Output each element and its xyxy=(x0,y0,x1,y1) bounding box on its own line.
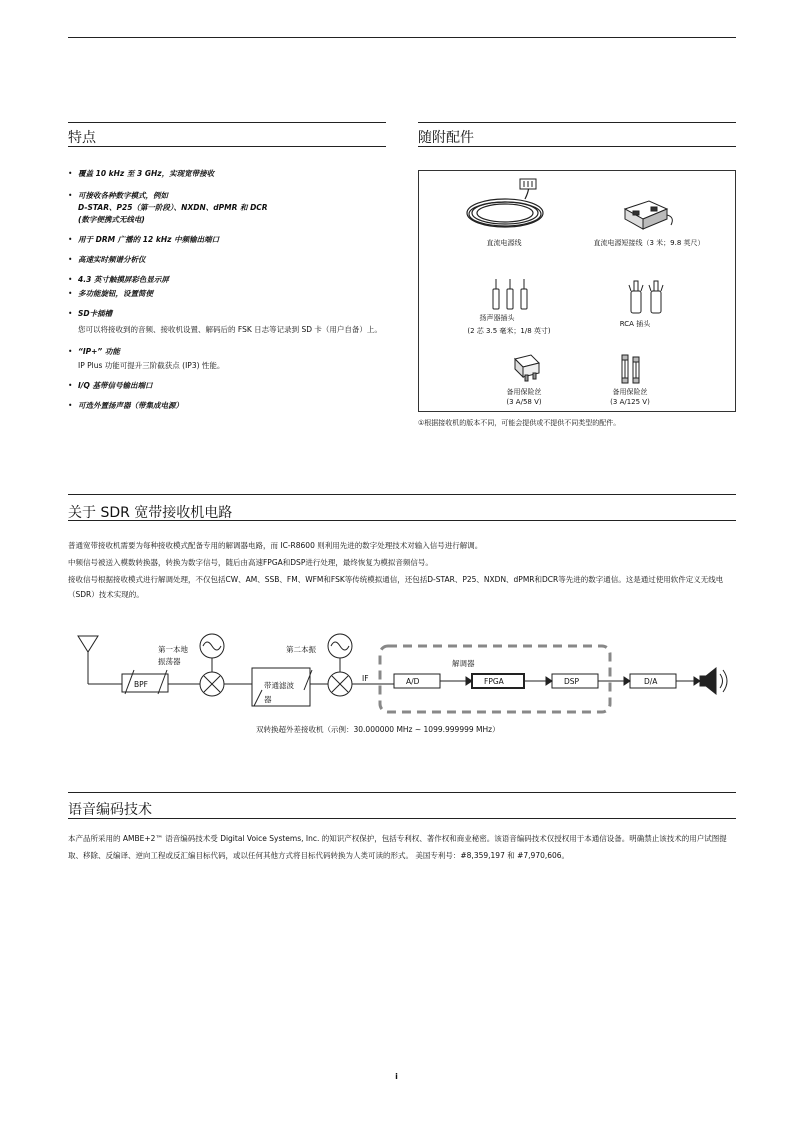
bullet-icon: • xyxy=(68,401,73,410)
bullet-icon: • xyxy=(68,275,73,284)
bpf-label: BPF xyxy=(134,680,148,689)
acc-sub-speaker-plug: (2 芯 3.5 毫米；1/8 英寸) xyxy=(467,327,551,335)
accessories-top-rule xyxy=(418,122,736,123)
feature-item-cont: D-STAR、P25（第一阶段）、NXDN、dPMR 和 DCR xyxy=(78,203,268,212)
acc-label-speaker-plug: 扬声器插头 xyxy=(479,314,515,322)
bullet-icon: • xyxy=(68,309,73,318)
accessories-box xyxy=(418,170,736,412)
accessories-note: ①根据接收机的版本不同，可能会提供或不提供不同类型的配件。 xyxy=(418,419,621,427)
dc-power-cable-icon xyxy=(463,177,549,237)
features-list xyxy=(68,168,386,419)
acc-label-blade-fuse: 备用保险丝 xyxy=(506,388,542,396)
accessories-bottom-rule xyxy=(418,146,736,147)
codec-paragraph: 本产品所采用的 AMBE+2™ 语音编码技术受 Digital Voice Systems, Inc. 的知识产权保护，包括专利权、著作权和商业秘密。该语音编码技术仅授权用于本通信设备。明确禁止该技术的用户试图提取、移除、反编译、逆向工程或反汇编目标代码，或以任何其他方式将目标代码转换为人类可读的形式。 美国专利号：#8,359,197 和 #7,970,606。 xyxy=(68,834,727,860)
bullet-icon: • xyxy=(68,255,73,264)
sdr-paragraph-1: 普通宽带接收机需要为每种接收模式配备专用的解调器电路，而 IC-R8600 则利用先进的数字处理技术对输入信号进行解调。 xyxy=(68,541,483,550)
feature-item: • 4.3 英寸触摸屏彩色显示屏 xyxy=(68,275,169,284)
feature-item: • “IP+” 功能 IP Plus 功能可提升三阶截获点 (IP3) 性能。 xyxy=(68,347,225,370)
acc-label-dc-cable: 直流电源线 xyxy=(486,239,522,247)
feature-item: • I/Q 基带信号输出端口 xyxy=(68,381,153,390)
if-label: IF xyxy=(362,674,369,683)
codec-bottom-rule xyxy=(68,818,736,819)
feature-item: • SD卡插槽 您可以将接收到的音频、接收机设置、解码后的 FSK 日志等记录到 SD 卡（用户自备）上。 xyxy=(68,309,382,334)
antenna-icon xyxy=(78,636,122,684)
codec-title: 语音编码技术 xyxy=(68,802,152,818)
acc-label-dc-short: 直流电源短接线（3 米；9.8 英尺） xyxy=(593,239,705,247)
feature-item: • 多功能旋钮，设置简便 xyxy=(68,289,153,298)
sdr-top-rule xyxy=(68,494,736,495)
bandpass-label-line1: 带通滤波 xyxy=(264,681,294,690)
acc-label-rca: RCA 插头 xyxy=(619,320,651,328)
dsp-label: DSP xyxy=(564,677,580,686)
bullet-icon: • xyxy=(68,289,73,298)
page-number: i xyxy=(395,1072,398,1081)
accessories-title: 随附配件 xyxy=(418,130,474,146)
diagram-caption: 双转换超外差接收机（示例：30.000000 MHz ~ 1099.999999 MHz） xyxy=(256,725,500,734)
bullet-icon: • xyxy=(68,235,73,244)
lo-2-label: 第二本振 xyxy=(286,645,316,654)
bullet-icon: • xyxy=(68,381,73,390)
codec-top-rule xyxy=(68,792,736,793)
sdr-paragraph-2: 中频信号被送入模数转换器，转换为数字信号，随后由高速FPGA和DSP进行处理，最终恢复为模拟音频信号。 xyxy=(68,558,433,567)
acc-sub-blade-fuse: (3 A/58 V) xyxy=(506,398,542,406)
bullet-icon: • xyxy=(68,169,73,178)
feature-item: • 高速实时频谱分析仪 xyxy=(68,255,146,264)
bandpass-label-line2: 器 xyxy=(264,695,272,704)
feature-item-cont: (数字便携式无线电) xyxy=(78,215,145,224)
lo-1-label-line1: 第一本地 xyxy=(158,645,188,654)
dc-short-cable-icon xyxy=(619,197,679,233)
fpga-label: FPGA xyxy=(484,677,504,686)
features-bottom-rule xyxy=(68,146,386,147)
speaker-icon xyxy=(700,668,727,694)
top-rule xyxy=(68,37,736,38)
sdr-bottom-rule xyxy=(68,520,736,521)
bullet-icon: • xyxy=(68,347,73,356)
blade-fuse-icon xyxy=(511,353,543,383)
da-label: D/A xyxy=(644,677,658,686)
glass-fuse-icon xyxy=(619,353,643,385)
features-top-rule xyxy=(68,122,386,123)
feature-item: • 可选外置扬声器（带集成电源） xyxy=(68,401,183,410)
feature-item: • 用于 DRM 广播的 12 kHz 中频输出端口 xyxy=(68,235,220,244)
speaker-plug-icon xyxy=(489,277,531,311)
sdr-title: 关于 SDR 宽带接收机电路 xyxy=(68,505,233,521)
receiver-block-diagram xyxy=(68,626,736,726)
acc-sub-glass-fuse: (3 A/125 V) xyxy=(610,398,650,406)
lo-1-label-line2: 振荡器 xyxy=(158,657,181,666)
acc-label-glass-fuse: 备用保险丝 xyxy=(612,388,648,396)
ad-label: A/D xyxy=(406,677,420,686)
demod-label: 解调器 xyxy=(452,659,475,668)
rca-plug-icon xyxy=(627,277,665,315)
bullet-icon: • xyxy=(68,191,73,200)
feature-item: • 覆盖 10 kHz 至 3 GHz，实现宽带接收 xyxy=(68,169,215,178)
sdr-paragraph-3: 接收信号根据接收模式进行解调处理，不仅包括CW、AM、SSB、FM、WFM和FSK等传统模拟通信，还包括D-STAR、P25、NXDN、dPMR和DCR等先进的数字通信。这是通过使用软件定义无线电（SDR）技术实现的。 xyxy=(68,575,724,599)
feature-item: • 可接收各种数字模式，例如 xyxy=(68,191,168,200)
features-title: 特点 xyxy=(68,130,96,146)
